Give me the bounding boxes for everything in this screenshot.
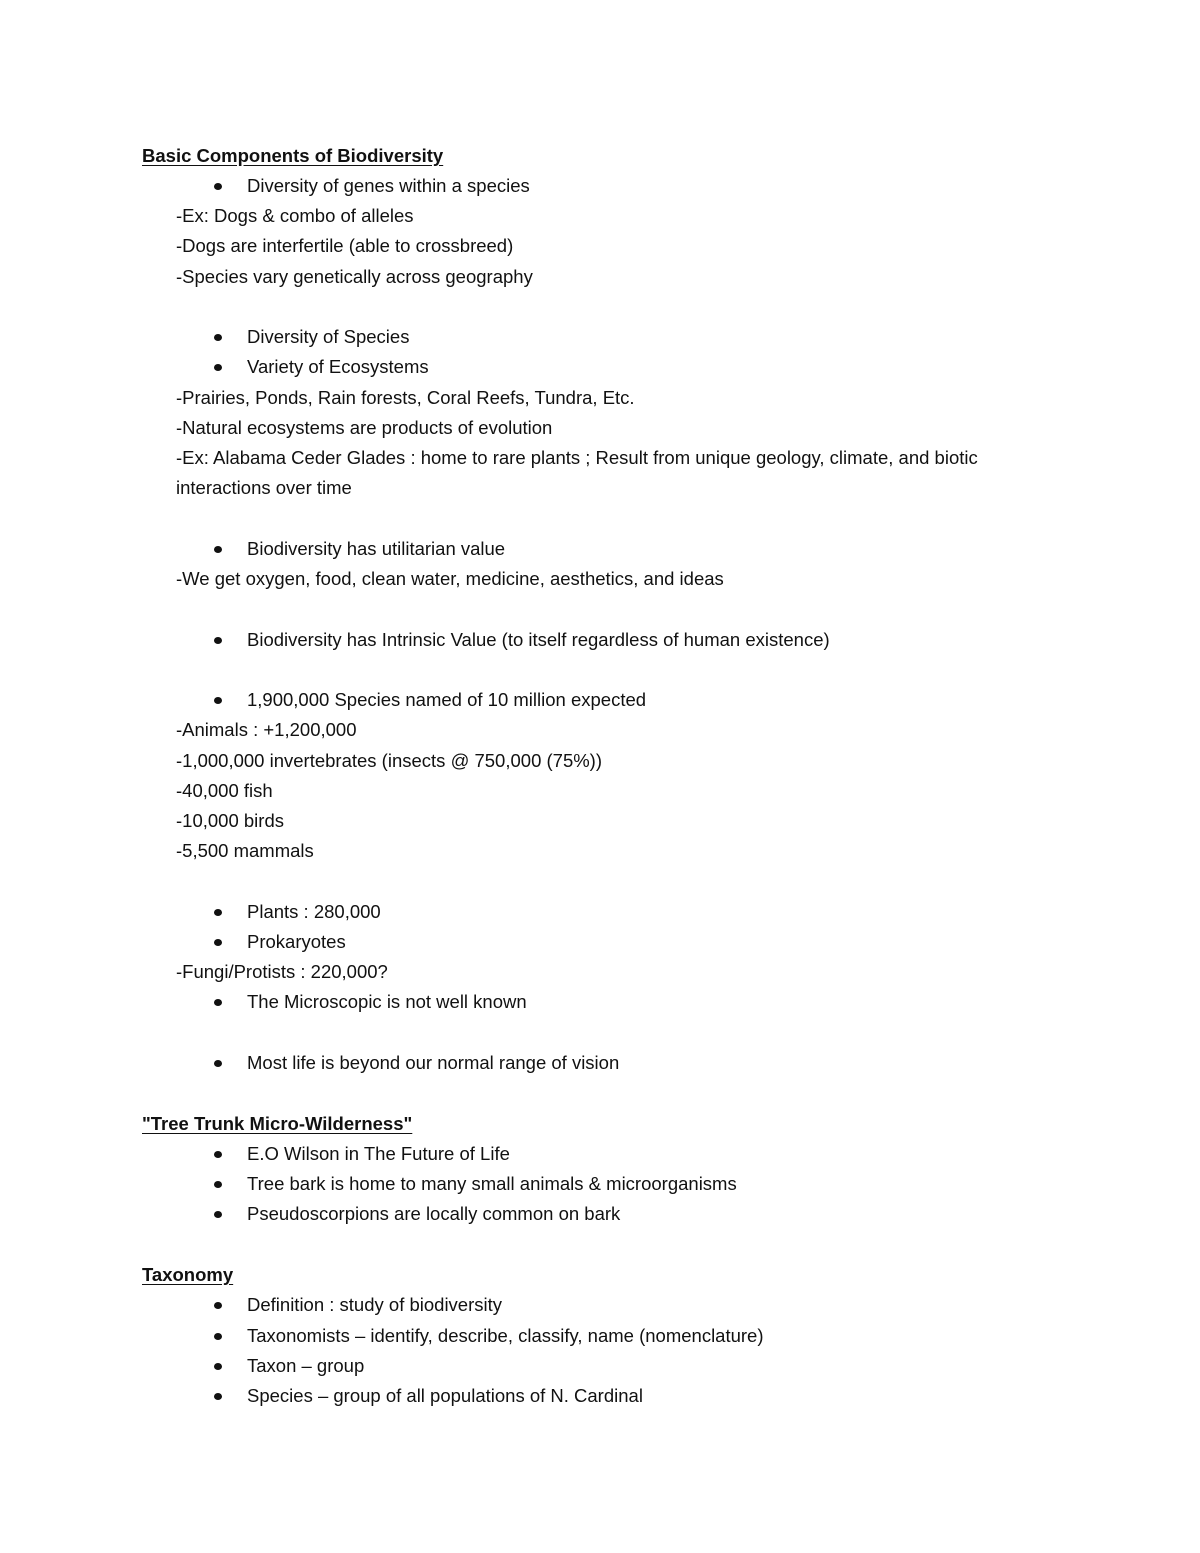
bullet-icon xyxy=(214,334,222,341)
bullet-icon xyxy=(214,1060,222,1067)
bullet-text: 1,900,000 Species named of 10 million expected xyxy=(247,689,647,710)
bullet-icon xyxy=(214,1302,222,1309)
bullet-icon xyxy=(214,1363,222,1370)
bullet-item xyxy=(214,1169,1200,1199)
bullet-icon xyxy=(214,1333,222,1340)
bullet-text: E.O Wilson in The Future of Life xyxy=(247,1143,510,1164)
bullet-item xyxy=(214,987,1200,1017)
bullet-text: Biodiversity has Intrinsic Value (to itself regardless of human existence) xyxy=(247,629,830,650)
bullet-text: Diversity of Species xyxy=(247,326,410,347)
dash-line: -Prairies, Ponds, Rain forests, Coral Reefs, Tundra, Etc. xyxy=(176,387,635,408)
section-heading-tree-trunk: "Tree Trunk Micro-Wilderness" xyxy=(142,1113,413,1134)
bullet-text: Definition : study of biodiversity xyxy=(247,1294,503,1315)
bullet-item xyxy=(214,1290,1200,1320)
bullet-item xyxy=(214,1351,1200,1381)
bullet-item xyxy=(214,1048,1200,1078)
bullet-text: Prokaryotes xyxy=(247,931,346,952)
bullet-icon xyxy=(214,364,222,371)
bullet-text: Plants : 280,000 xyxy=(247,901,381,922)
dash-line: -Ex: Alabama Ceder Glades : home to rare plants ; Result from unique geology, climate, and biotic xyxy=(176,447,978,468)
dash-line: -5,500 mammals xyxy=(176,840,314,861)
bullet-item xyxy=(214,1199,1200,1229)
dash-line: -Dogs are interfertile (able to crossbreed) xyxy=(176,235,514,256)
bullet-text: The Microscopic is not well known xyxy=(247,991,527,1012)
bullet-item xyxy=(214,352,1200,382)
dash-line: -Ex: Dogs & combo of alleles xyxy=(176,205,414,226)
bullet-text: Diversity of genes within a species xyxy=(247,175,530,196)
bullet-text: Biodiversity has utilitarian value xyxy=(247,538,506,559)
bullet-icon xyxy=(214,909,222,916)
bullet-icon xyxy=(214,999,222,1006)
bullet-text: Pseudoscorpions are locally common on bark xyxy=(247,1203,621,1224)
bullet-item xyxy=(214,534,1200,564)
bullet-icon xyxy=(214,637,222,644)
bullet-item xyxy=(214,927,1200,957)
bullet-item xyxy=(214,685,1200,715)
bullet-text: Most life is beyond our normal range of vision xyxy=(247,1052,620,1073)
bullet-icon xyxy=(214,183,222,190)
dash-line: -Animals : +1,200,000 xyxy=(176,719,357,740)
bullet-text: Taxon – group xyxy=(247,1355,365,1376)
bullet-icon xyxy=(214,1181,222,1188)
bullet-text: Tree bark is home to many small animals & microorganisms xyxy=(247,1173,737,1194)
dash-line: -We get oxygen, food, clean water, medicine, aesthetics, and ideas xyxy=(176,568,724,589)
bullet-item xyxy=(214,625,1200,655)
section-heading-taxonomy: Taxonomy xyxy=(142,1264,234,1285)
bullet-item xyxy=(214,897,1200,927)
bullet-icon xyxy=(214,939,222,946)
bullet-icon xyxy=(214,1211,222,1218)
dash-line: -Fungi/Protists : 220,000? xyxy=(176,961,388,982)
dash-line: -10,000 birds xyxy=(176,810,284,831)
bullet-icon xyxy=(214,1151,222,1158)
section-heading-biodiversity: Basic Components of Biodiversity xyxy=(142,145,444,166)
bullet-text: Species – group of all populations of N. Cardinal xyxy=(247,1385,643,1406)
bullet-icon xyxy=(214,546,222,553)
bullet-item xyxy=(214,322,1200,352)
bullet-text: Taxonomists – identify, describe, classify, name (nomenclature) xyxy=(247,1325,764,1346)
bullet-item xyxy=(214,171,1200,201)
bullet-item xyxy=(214,1139,1200,1169)
dash-line: -Natural ecosystems are products of evolution xyxy=(176,417,553,438)
dash-line: interactions over time xyxy=(176,477,352,498)
dash-line: -40,000 fish xyxy=(176,780,273,801)
bullet-icon xyxy=(214,697,222,704)
dash-line: -Species vary genetically across geography xyxy=(176,266,533,287)
dash-line: -1,000,000 invertebrates (insects @ 750,000 (75%)) xyxy=(176,750,603,771)
bullet-item xyxy=(214,1381,1200,1411)
bullet-item xyxy=(214,1321,1200,1351)
bullet-text: Variety of Ecosystems xyxy=(247,356,429,377)
bullet-icon xyxy=(214,1393,222,1400)
